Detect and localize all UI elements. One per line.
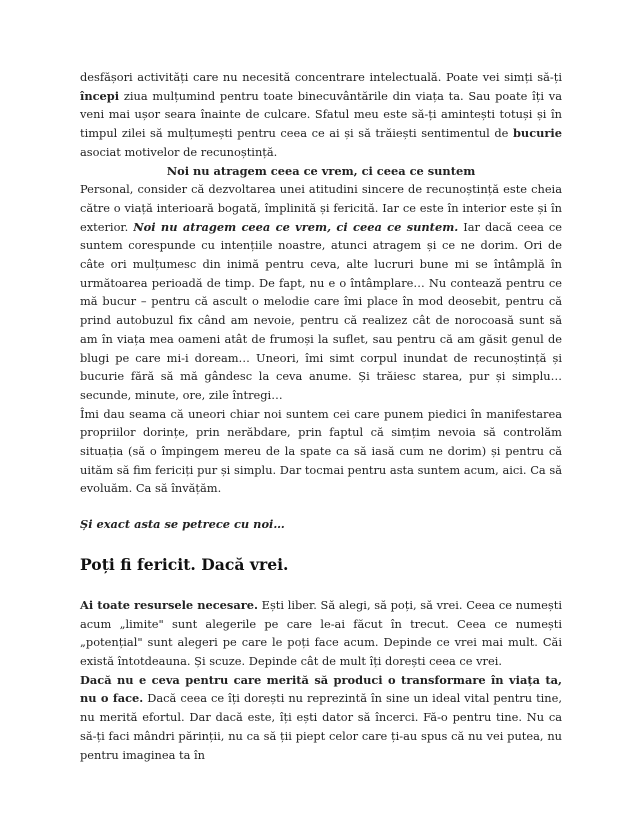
- text-run: Ești liber. Să alegi, să poți, să vrei. Ceea ce numești acum „limite" sunt alegerile pe care le-ai făcut în trecut. Ceea ce numești „potențial" sunt alegeri pe care le poți face acum. Depinde ce vrei mai mult. Căi există întotdeauna. Și scuze. Depinde cât de mult îți dorești ceea ce vrei.: [80, 597, 562, 668]
- text-run: Dacă ceea ce îți dorești nu reprezintă în sine un ideal vital pentru tine, nu merită efortul. Dar dacă este, îți ești dator să încerci. Fă-o pentru tine. Nu ca să-ți faci mândri părinții, nu ca să ții piept celor care ți-au spus că nu vei putea, nu pentru imaginea ta în: [80, 691, 562, 762]
- text-run: ziua mulțumind pentru toate binecuvântările din viața ta. Sau poate îți va veni mai ușor seara înainte de culcare. Sfatul meu este să-ți amintești totuși și în timpul zilei să mulțumești pentru ceea ce ai și să trăiești sentimentul de: [80, 88, 562, 141]
- section-subheading: Noi nu atragem ceea ce vrem, ci ceea ce suntem: [166, 163, 476, 178]
- text-run: Iar dacă ceea ce suntem corespunde cu intențiile noastre, atunci atragem și ce ne dorim. Ori de câte ori mulțumesc din inimă pentru ceva, alte lucruri bune mi se întâmplă în următoarea perioadă de timp. De fapt, nu e o întâmplare… Nu contează pentru ce mă bucur – pentru că ascult o melodie care îmi place în mod deosebit, pentru că prind autobuzul fix când am nevoie, pentru că realizez cât de norocoasă sunt să am în viața mea oameni atât de frumoși la suflet, sau pentru că am găsit genul de blugi pe care mi-i doream… Uneori, îmi simt corpul inundat de recunoștință și bucurie fără să mă gândesc la ceva anume. Și trăiesc starea, pur și simplu… secunde, minute, ore, zile întregi…: [80, 219, 562, 402]
- closing-remark: Și exact asta se petrece cu noi…: [80, 517, 285, 532]
- bold-word-bucurie: bucurie: [512, 126, 562, 141]
- bold-lead-phrase: Ai toate resursele necesare.: [80, 597, 258, 612]
- bold-word-incepi: începi: [80, 88, 120, 103]
- spacer: [80, 534, 562, 554]
- document-page: [80, 68, 562, 764]
- spacer: [80, 576, 562, 596]
- paragraph-obstacles: Îmi dau seama că uneori chiar noi suntem cei care punem piedici în manifestarea propriilor dorințe, prin nerăbdare, prin faptul că simțim nevoia să controlăm situația (să o împingem mereu de la spate ca să iasă cum ne dorim) și pentru că uităm să fim fericiți pur și simplu. Dar tocmai pentru asta suntem acum, aici. Ca să evoluăm. Ca să învățăm.: [80, 406, 562, 496]
- paragraph-resources: [80, 596, 562, 671]
- emphasis-statement: Noi nu atragem ceea ce vrem, ci ceea ce suntem.: [133, 219, 459, 234]
- spacer: [80, 498, 562, 515]
- text-run: Personal, consider că dezvoltarea unei atitudini sincere de recunoștință este cheia către o viață interioară bogată, împlinită și fericită. Iar ce este în interior este și în exterior.: [80, 182, 562, 234]
- bold-lead-phrase: Dacă nu e ceva pentru care merită să produci o transformare în viața ta, nu o face.: [80, 672, 562, 706]
- text-run: asociat motivelor de recunoștință.: [80, 144, 278, 159]
- paragraph-transformation: [80, 671, 562, 765]
- chapter-heading: Poți fi fericit. Dacă vrei.: [80, 554, 289, 574]
- paragraph-gratitude-practice: [80, 68, 562, 162]
- text-run: desfășori activități care nu necesită concentrare intelectuală. Poate vei simți să-ți: [80, 70, 562, 84]
- paragraph-attraction: [80, 180, 562, 404]
